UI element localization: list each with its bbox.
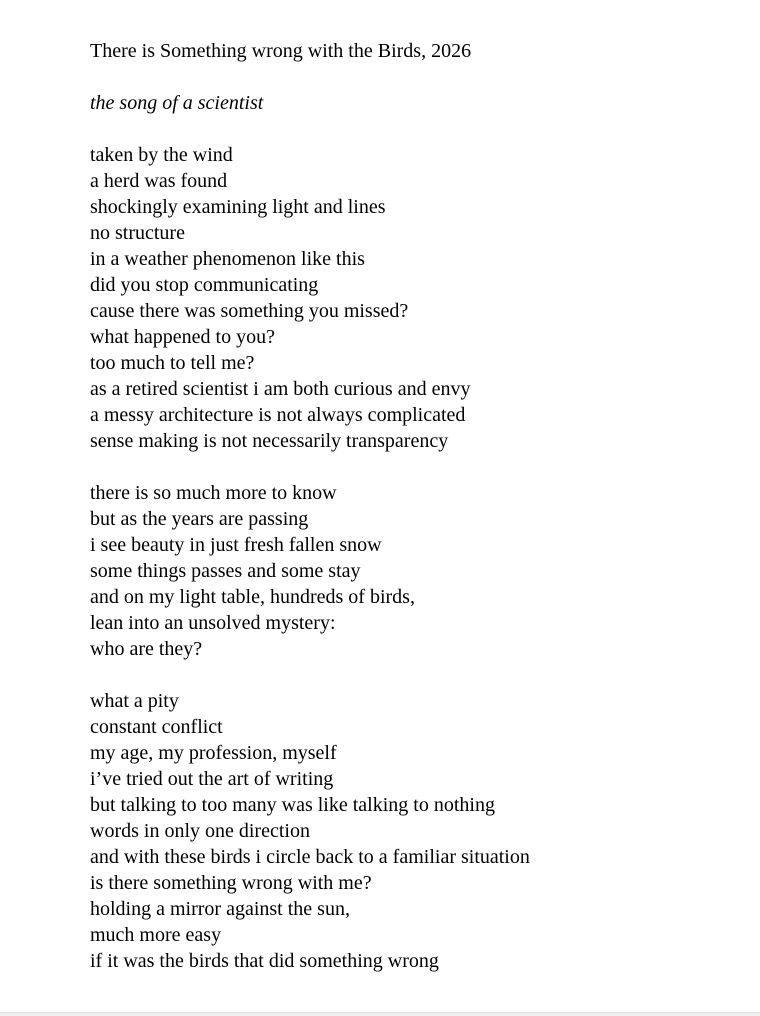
poem-line: shockingly examining light and lines	[90, 196, 386, 218]
poem-line: if it was the birds that did something wrong	[90, 950, 439, 972]
poem-line: sense making is not necessarily transparency	[90, 430, 449, 452]
poem-line: in a weather phenomenon like this	[90, 248, 365, 270]
page-bottom-edge	[0, 1012, 760, 1016]
poem-line: what a pity	[90, 690, 179, 712]
poem-line: but as the years are passing	[90, 508, 309, 530]
poem-line: what happened to you?	[90, 326, 275, 348]
poem-line: i see beauty in just fresh fallen snow	[90, 534, 382, 556]
poem-line: a herd was found	[90, 170, 228, 192]
poem-line: cause there was something you missed?	[90, 300, 409, 322]
poem-line: and on my light table, hundreds of birds,	[90, 586, 415, 608]
poem-title: There is Something wrong with the Birds, 2026	[90, 40, 472, 62]
poem-line: as a retired scientist i am both curious and envy	[90, 378, 471, 400]
poem-line: too much to tell me?	[90, 352, 255, 374]
poem-line: taken by the wind	[90, 144, 233, 166]
poem-line: words in only one direction	[90, 820, 310, 842]
poem-line: who are they?	[90, 638, 203, 660]
poem-line: lean into an unsolved mystery:	[90, 612, 336, 634]
poem-line: i’ve tried out the art of writing	[90, 768, 334, 790]
poem-line: holding a mirror against the sun,	[90, 898, 350, 920]
poem-line: did you stop communicating	[90, 274, 319, 296]
poem-line: is there something wrong with me?	[90, 872, 372, 894]
poem-line: a messy architecture is not always complicated	[90, 404, 466, 426]
poem-line: no structure	[90, 222, 185, 244]
poem-line: constant conflict	[90, 716, 223, 738]
poem-subtitle: the song of a scientist	[90, 92, 264, 114]
poem-line: some things passes and some stay	[90, 560, 361, 582]
poem-line: there is so much more to know	[90, 482, 337, 504]
poem-line: and with these birds i circle back to a familiar situation	[90, 846, 530, 868]
stanza-2	[90, 480, 730, 662]
poem-line: much more easy	[90, 924, 222, 946]
poem	[90, 38, 730, 974]
stanza-1	[90, 142, 730, 454]
stanza-3	[90, 688, 730, 974]
poem-line: my age, my profession, myself	[90, 742, 337, 764]
poem-line: but talking to too many was like talking to nothing	[90, 794, 495, 816]
